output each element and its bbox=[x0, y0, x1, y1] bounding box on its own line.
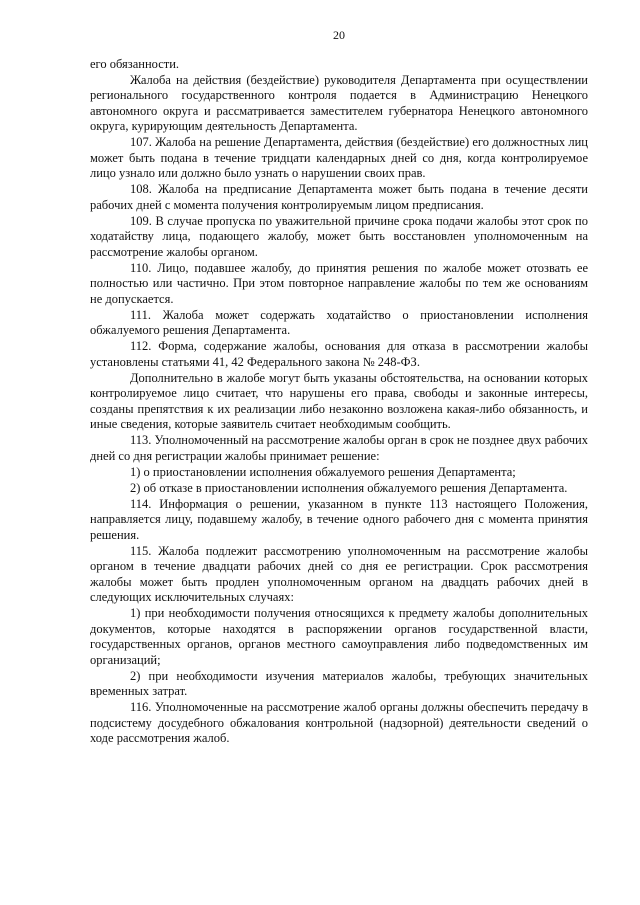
paragraph: 108. Жалоба на предписание Департамента может быть подана в течение десяти рабочих дней с момента получения контролируемым лицом предписания. bbox=[90, 182, 588, 212]
paragraph: 1) о приостановлении исполнения обжалуемого решения Департамента; bbox=[130, 464, 516, 479]
paragraph: 2) при необходимости изучения материалов жалобы, требующих значительных временных затрат. bbox=[90, 668, 588, 698]
paragraph: его обязанности. bbox=[90, 56, 180, 71]
paragraph: 116. Уполномоченные на рассмотрение жалоб органы должны обеспечить передачу в подсистему досудебного обжалования контрольной (надзорной) деятельности сведений о ходе рассмотрения жалоб. bbox=[90, 700, 588, 745]
paragraph: 112. Форма, содержание жалобы, основания для отказа в рассмотрении жалобы установлены статьями 41, 42 Федерального закона № 248-ФЗ. bbox=[90, 339, 588, 369]
paragraph: 2) об отказе в приостановлении исполнения обжалуемого решения Департамента. bbox=[130, 480, 568, 495]
paragraph: 115. Жалоба подлежит рассмотрению уполномоченным на рассмотрение жалобы органом в течение двадцати рабочих дней со дня ее регистрации. Срок рассмотрения жалобы может быть продлен уполномоченным органом на двадцать рабочих дней в следующих исключительных случаях: bbox=[90, 543, 588, 604]
paragraph: 107. Жалоба на решение Департамента, действия (бездействие) его должностных лиц может быть подана в течение тридцати календарных дней со дня, когда контролируемое лицо узнало или должно было узнать о нарушении своих прав. bbox=[90, 135, 588, 180]
paragraph: 110. Лицо, подавшее жалобу, до принятия решения по жалобе может отозвать ее полностью или частично. При этом повторное направление жалобы по тем же основаниям не допускается. bbox=[90, 260, 588, 306]
page-number: 20 bbox=[333, 28, 345, 42]
paragraph: 113. Уполномоченный на рассмотрение жалобы орган в срок не позднее двух рабочих дней со дня регистрации жалобы принимает решение: bbox=[90, 433, 588, 463]
paragraph: Жалоба на действия (бездействие) руководителя Департамента при осуществлении регионального государственного контроля подается в Администрацию Ненецкого автономного округа и рассматривается заместителем губернатора Ненецкого автономного округа, курирующим деятельность Департамента. bbox=[90, 72, 588, 133]
paragraph: 109. В случае пропуска по уважительной причине срока подачи жалобы этот срок по ходатайству лица, подающего жалобу, может быть восстановлен уполномоченным на рассмотрение жалобы органом. bbox=[90, 213, 588, 259]
document-body bbox=[90, 57, 588, 747]
paragraph: Дополнительно в жалобе могут быть указаны обстоятельства, на основании которых контролируемое лицо считает, что нарушены его права, свободы и законные интересы, созданы препятствия к их реализации либо незаконно возложена какая-либо обязанность, и иные сведения, которые заявитель считает необходимым сообщить. bbox=[90, 370, 588, 431]
paragraph: 111. Жалоба может содержать ходатайство о приостановлении исполнения обжалуемого решения Департамента. bbox=[90, 307, 588, 337]
paragraph: 1) при необходимости получения относящихся к предмету жалобы дополнительных документов, которые находятся в распоряжении органов государственной власти, государственных органов, органов местного самоуправления либо подведомственных им организаций; bbox=[90, 606, 588, 667]
paragraph: 114. Информация о решении, указанном в пункте 113 настоящего Положения, направляется лицу, подавшему жалобу, в течение одного рабочего дня с момента принятия решения. bbox=[90, 496, 588, 542]
